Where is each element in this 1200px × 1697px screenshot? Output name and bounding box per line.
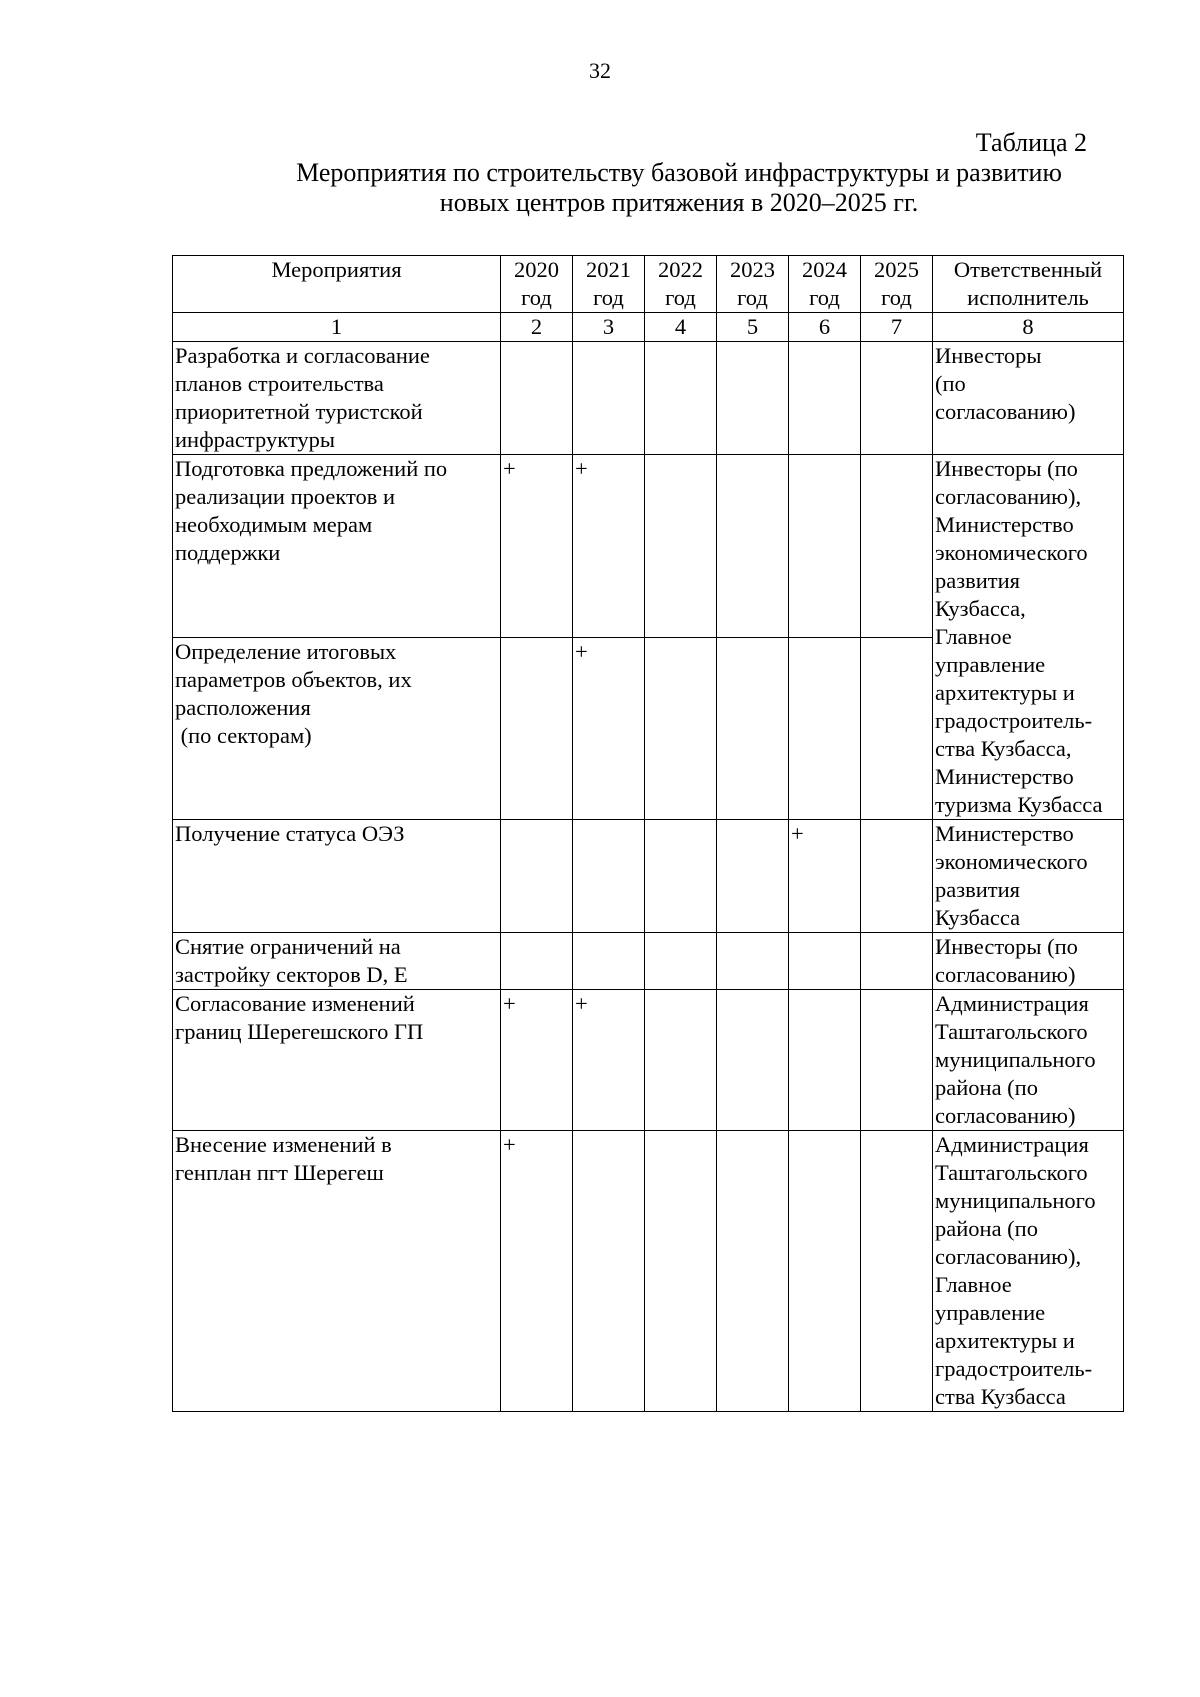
header-year [501, 256, 573, 313]
year-mark: + [791, 821, 804, 846]
year-mark-cell [501, 990, 573, 1131]
column-number: 6 [789, 313, 861, 342]
responsible-cell [933, 1131, 1124, 1412]
responsible-line: согласованию) [935, 1103, 1076, 1128]
responsible-line: градостроитель- [935, 708, 1093, 733]
year-mark-cell [861, 990, 933, 1131]
year-mark-cell [501, 342, 573, 455]
year-mark-cell [789, 1131, 861, 1412]
column-number: 1 [173, 313, 501, 342]
responsible-line: Таштагольского [935, 1160, 1088, 1185]
activity-cell [173, 455, 501, 638]
responsible-line: Администрация [935, 991, 1089, 1016]
year-mark-cell [717, 342, 789, 455]
activity-line: реализации проектов и [175, 484, 396, 509]
year-mark-cell [717, 637, 789, 820]
header-year-unit: год [665, 285, 696, 310]
responsible-line: муниципального [935, 1047, 1096, 1072]
activity-cell [173, 990, 501, 1131]
responsible-line: Кузбасса [935, 905, 1021, 930]
activity-line: Подготовка предложений по [175, 456, 448, 481]
year-mark-cell [573, 990, 645, 1131]
responsible-line: ства Кузбасса, [935, 736, 1072, 761]
header-year [861, 256, 933, 313]
responsible-cell [933, 820, 1124, 933]
responsible-line: туризма Кузбасса [935, 792, 1103, 817]
responsible-line: Министерство [935, 821, 1074, 846]
header-year-unit: год [809, 285, 840, 310]
year-mark-cell [501, 455, 573, 638]
activity-line: Получение статуса ОЭЗ [175, 821, 405, 846]
year-mark-cell [501, 820, 573, 933]
responsible-cell [933, 455, 1124, 820]
year-mark-cell [861, 637, 933, 820]
year-mark-cell [861, 455, 933, 638]
responsible-line: Инвесторы [935, 343, 1042, 368]
responsible-cell [933, 933, 1124, 990]
year-mark-cell [717, 1131, 789, 1412]
year-mark-cell [573, 637, 645, 820]
responsible-cell [933, 990, 1124, 1131]
header-year [789, 256, 861, 313]
responsible-line: Кузбасса, [935, 596, 1026, 621]
activity-cell [173, 1131, 501, 1412]
responsible-line: (по [935, 371, 966, 396]
activity-line: приоритетной туристской [175, 399, 423, 424]
activity-line: инфраструктуры [175, 427, 335, 452]
header-year-value: 2025 [874, 257, 919, 282]
year-mark: + [503, 991, 516, 1016]
responsible-line: развития [935, 877, 1021, 902]
header-responsible-line: Ответственный [953, 257, 1103, 282]
header-row [173, 256, 1124, 313]
activity-line: Разработка и согласование [175, 343, 430, 368]
year-mark-cell [645, 455, 717, 638]
responsible-line: согласованию), [935, 1244, 1082, 1269]
responsible-line: развития [935, 568, 1021, 593]
responsible-line: согласованию), [935, 484, 1082, 509]
activity-line: Снятие ограничений на [175, 934, 401, 959]
table-row [173, 820, 1124, 933]
responsible-line: Инвесторы (по [935, 934, 1078, 959]
activity-line: расположения [175, 694, 311, 720]
year-mark-cell [789, 990, 861, 1131]
responsible-line: экономического [935, 540, 1088, 565]
year-mark-cell [789, 342, 861, 455]
responsible-line: управление [935, 652, 1046, 677]
header-year [717, 256, 789, 313]
year-mark-cell [861, 342, 933, 455]
year-mark-cell [573, 455, 645, 638]
activity-line: Согласование изменений [175, 991, 415, 1016]
year-mark-cell [573, 342, 645, 455]
responsible-line: экономического [935, 849, 1088, 874]
year-mark-cell [789, 637, 861, 820]
activity-line: Внесение изменений в [175, 1132, 392, 1157]
responsible-line: района (по [935, 1075, 1038, 1100]
activity-cell [173, 933, 501, 990]
header-year-value: 2022 [658, 257, 703, 282]
year-mark-cell [501, 1131, 573, 1412]
year-mark-cell [573, 1131, 645, 1412]
table-row [173, 1131, 1124, 1412]
responsible-line: градостроитель- [935, 1356, 1093, 1381]
header-year-value: 2023 [730, 257, 775, 282]
table-title-line: Мероприятия по строительству базовой инфраструктуры и развитию [296, 158, 1062, 187]
table-row [173, 455, 1124, 638]
year-mark-cell [501, 637, 573, 820]
column-number: 4 [645, 313, 717, 342]
header-year-value: 2021 [586, 257, 631, 282]
responsible-line: Министерство [935, 764, 1074, 789]
activity-line: (по секторам) [175, 722, 312, 748]
responsible-line: архитектуры и [935, 680, 1075, 705]
activity-line: планов строительства [175, 371, 384, 396]
year-mark-cell [645, 990, 717, 1131]
year-mark: + [503, 456, 516, 481]
year-mark-cell [645, 820, 717, 933]
year-mark: + [503, 1132, 516, 1157]
year-mark-cell [717, 455, 789, 638]
year-mark-cell [573, 933, 645, 990]
year-mark: + [575, 638, 588, 664]
column-number: 2 [501, 313, 573, 342]
responsible-line: архитектуры и [935, 1328, 1075, 1353]
year-mark-cell [645, 637, 717, 820]
table-caption: Таблица 2 [975, 128, 1087, 157]
year-mark-cell [789, 933, 861, 990]
year-mark-cell [717, 820, 789, 933]
header-year [573, 256, 645, 313]
page-number: 32 [589, 58, 611, 83]
table-title-line: новых центров притяжения в 2020–2025 гг. [439, 188, 919, 217]
activity-line: Определение итоговых [175, 638, 397, 664]
header-year-unit: год [881, 285, 912, 310]
year-mark-cell [789, 820, 861, 933]
activity-line: генплан пгт Шерегеш [175, 1160, 384, 1185]
year-mark-cell [501, 933, 573, 990]
column-number: 8 [933, 313, 1124, 342]
responsible-cell [933, 342, 1124, 455]
activity-line: поддержки [175, 540, 281, 565]
activity-cell [173, 820, 501, 933]
responsible-line: Администрация [935, 1132, 1089, 1157]
year-mark-cell [645, 933, 717, 990]
year-mark-cell [645, 342, 717, 455]
year-mark-cell [717, 990, 789, 1131]
column-number: 3 [573, 313, 645, 342]
column-number: 7 [861, 313, 933, 342]
table-row [173, 933, 1124, 990]
activity-cell [173, 637, 501, 820]
activities-table [172, 255, 1124, 1412]
column-number-row [173, 313, 1124, 342]
column-number: 5 [717, 313, 789, 342]
responsible-line: Главное [935, 624, 1012, 649]
header-year [645, 256, 717, 313]
header-year-unit: год [737, 285, 768, 310]
activity-line: границ Шерегешского ГП [175, 1019, 424, 1044]
year-mark-cell [645, 1131, 717, 1412]
responsible-line: района (по [935, 1216, 1038, 1241]
header-year-value: 2024 [802, 257, 847, 282]
year-mark-cell [789, 455, 861, 638]
responsible-line: управление [935, 1300, 1046, 1325]
table-row [173, 342, 1124, 455]
responsible-line: ства Кузбасса [935, 1384, 1066, 1409]
year-mark: + [575, 991, 588, 1016]
header-year-unit: год [521, 285, 552, 310]
responsible-line: Инвесторы (по [935, 456, 1078, 481]
activity-line: параметров объектов, их [175, 666, 412, 692]
header-activities: Мероприятия [173, 256, 501, 313]
table-title [260, 158, 1098, 218]
responsible-line: Таштагольского [935, 1019, 1088, 1044]
header-responsible [933, 256, 1124, 313]
responsible-line: согласованию) [935, 962, 1076, 987]
table-row [173, 990, 1124, 1131]
responsible-line: муниципального [935, 1188, 1096, 1213]
responsible-line: Главное [935, 1272, 1012, 1297]
year-mark-cell [861, 1131, 933, 1412]
year-mark-cell [861, 933, 933, 990]
activity-cell [173, 342, 501, 455]
year-mark-cell [717, 933, 789, 990]
responsible-line: согласованию) [935, 399, 1076, 424]
year-mark: + [575, 456, 588, 481]
year-mark-cell [573, 820, 645, 933]
activity-line: необходимым мерам [175, 512, 373, 537]
responsible-line: Министерство [935, 512, 1074, 537]
activity-line: застройку секторов D, E [175, 962, 408, 987]
header-responsible-line: исполнитель [967, 285, 1089, 310]
header-year-unit: год [593, 285, 624, 310]
header-year-value: 2020 [514, 257, 559, 282]
year-mark-cell [861, 820, 933, 933]
